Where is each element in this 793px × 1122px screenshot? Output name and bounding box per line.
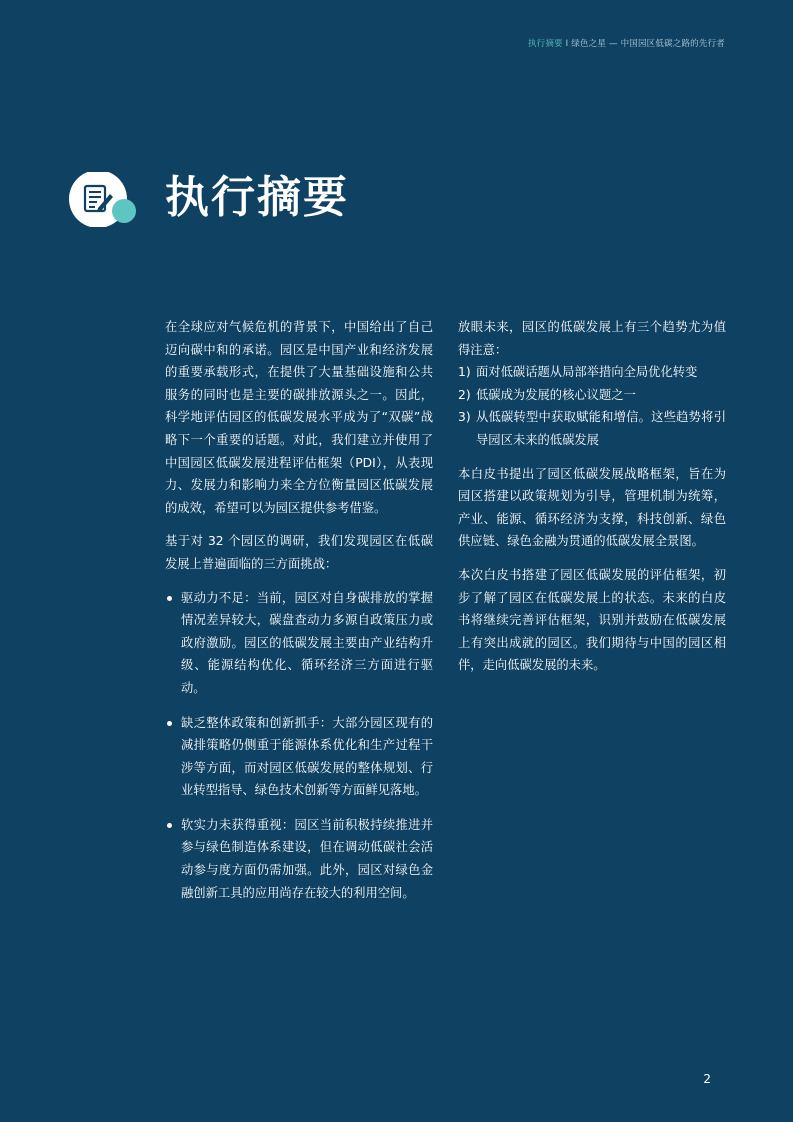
left-column	[165, 316, 433, 916]
framework-paragraph: 本白皮书提出了园区低碳发展战略框架，旨在为园区搭建以政策规划为引导，管理机制为统筹，产业、能源、循环经济为支撑，科技创新、绿色供应链、绿色金融为贯通的低碳发展全景图。	[458, 466, 726, 549]
challenges-list	[165, 587, 433, 905]
list-item	[458, 361, 726, 384]
trends-list	[458, 361, 726, 451]
document-pen-icon	[68, 172, 138, 227]
list-text: 面对低碳话题从局部举措向全局优化转变	[476, 365, 698, 380]
list-item	[458, 406, 726, 451]
list-item: 软实力未获得重视：园区当前积极持续推进并参与绿色制造体系建设，但在调动低碳社会活动参与度方面仍需加强。此外，园区对绿色金融创新工具的应用尚存在较大的利用空间。	[165, 814, 433, 904]
list-number: 3)	[458, 410, 471, 425]
intro-paragraph: 在全球应对气候危机的背景下，中国给出了自己迈向碳中和的承诺。园区是中国产业和经济发展的重要承载形式，在提供了大量基础设施和公共服务的同时也是主要的碳排放源头之一。因此，科学地评估园区的低碳发展水平成为了“双碳”战略下一个重要的话题。对此，我们建立并使用了中国园区低碳发展进程评估框架（PDI），从表现力、发展力和影响力来全方位衡量园区低碳发展的成效，希望可以为园区提供参考借鉴。	[165, 320, 433, 515]
page-title: 执行摘要	[165, 172, 349, 223]
running-header	[528, 37, 725, 49]
list-item: 驱动力不足：当前，园区对自身碳排放的掌握情况差异较大，碳盘查动力多源自政策压力或政府激励。园区的低碳发展主要由产业结构升级、能源结构优化、循环经济三方面进行驱动。	[165, 587, 433, 700]
trends-intro: 放眼未来，园区的低碳发展上有三个趋势尤为值得注意：	[458, 320, 726, 357]
page-number: 2	[703, 1072, 711, 1086]
right-column	[458, 316, 726, 688]
list-number: 1)	[458, 365, 471, 380]
header-document-title: 绿色之星 — 中国园区低碳之路的先行者	[571, 39, 725, 49]
outlook-paragraph: 本次白皮书搭建了园区低碳发展的评估框架，初步了解了园区在低碳发展上的状态。未来的白皮书将继续完善评估框架，识别并鼓励在低碳发展上有突出成就的园区。我们期待与中国的园区相伴，走向低碳发展的未来。	[458, 567, 726, 673]
list-text: 从低碳转型中获取赋能和增信。这些趋势将引导园区未来的低碳发展	[476, 410, 726, 447]
header-separator: I	[562, 39, 572, 49]
list-item	[458, 384, 726, 407]
challenges-intro: 基于对 32 个园区的调研，我们发现园区在低碳发展上普遍面临的三方面挑战：	[165, 534, 433, 571]
header-section: 执行摘要	[527, 39, 563, 49]
list-number: 2)	[458, 387, 471, 402]
list-item: 缺乏整体政策和创新抓手：大部分园区现有的减排策略仍侧重于能源体系优化和生产过程干涉等方面，而对园区低碳发展的整体规划、行业转型指导、绿色技术创新等方面鲜见落地。	[165, 712, 433, 802]
list-text: 低碳成为发展的核心议题之一	[476, 387, 636, 402]
